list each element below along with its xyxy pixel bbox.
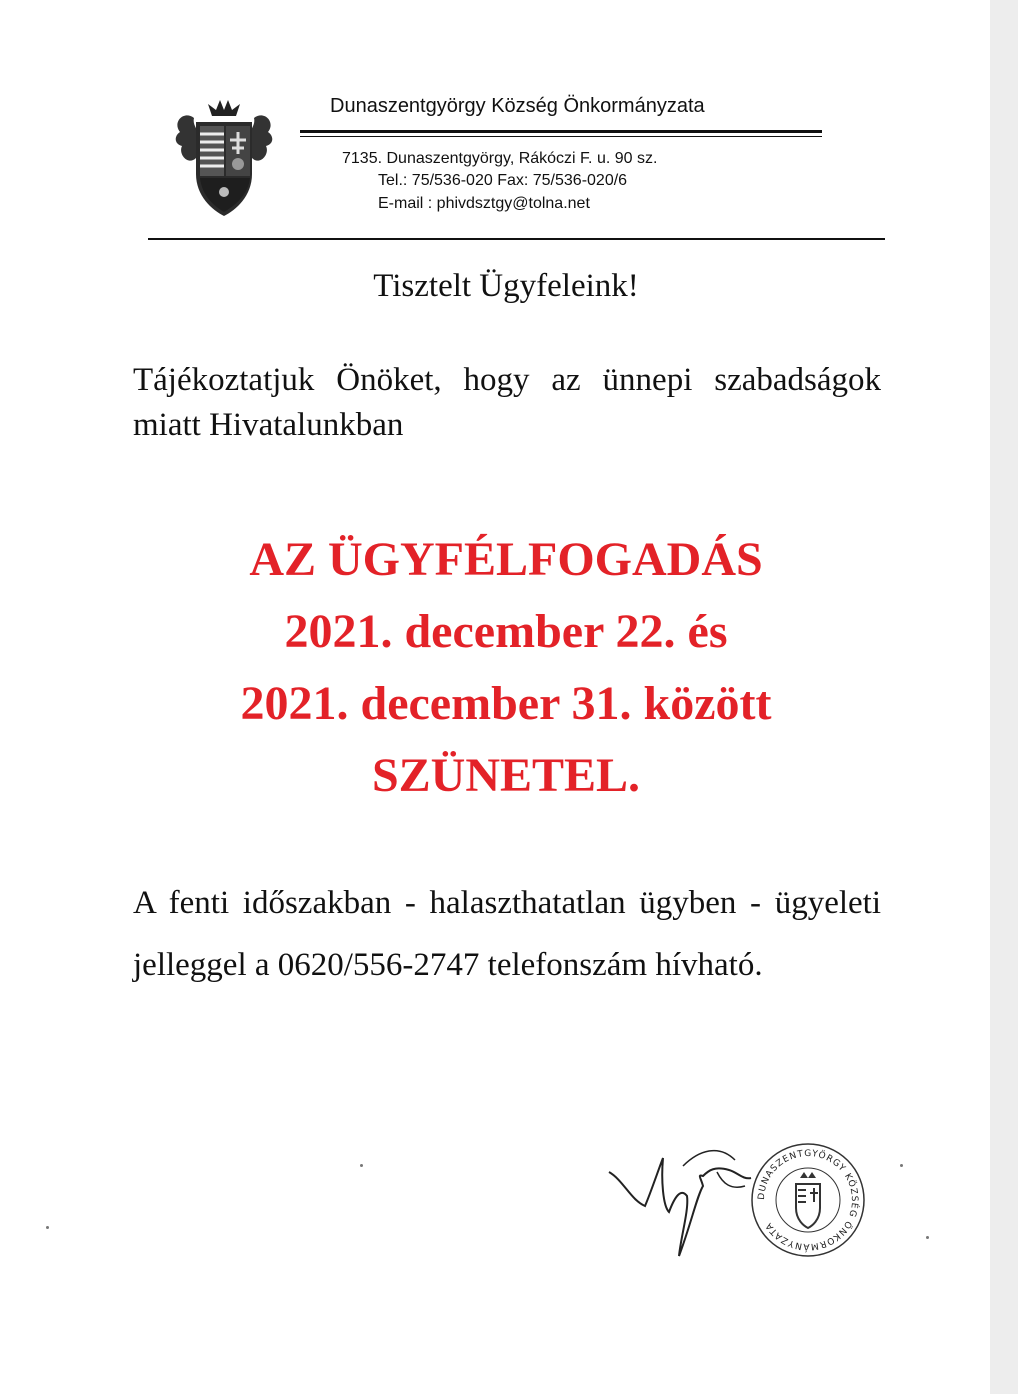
intro-paragraph: Tájékoztatjuk Önöket, hogy az ünnepi szabadságok miatt Hivatalunkban [133,362,881,443]
scan-speck [46,1226,49,1229]
notice-line-4: SZÜNETEL. [371,749,641,802]
postal-address: 7135. Dunaszentgyörgy, Rákóczi F. u. 90 sz. [342,150,658,167]
svg-text:DUNASZENTGYÖRGY KÖZSÉG ÖNKORMÁ: DUNASZENTGYÖRGY KÖZSÉG ÖNKORMÁNYZATA [756,1148,860,1252]
organization-name: Dunaszentgyörgy Község Önkormányzata [330,95,705,117]
scan-speck [926,1236,929,1239]
closure-notice [0,524,1012,812]
header-double-rule-thick [300,130,822,133]
header-double-rule-thin [300,136,822,137]
header-divider [148,238,885,240]
notice-line-2: 2021. december 22. és [284,605,728,658]
email-address: E-mail : phivdsztgy@tolna.net [378,195,590,212]
scan-speck [900,1164,903,1167]
official-round-stamp [748,1140,868,1260]
greeting: Tisztelt Ügyfeleink! [373,268,639,304]
handwritten-signature [605,1140,755,1260]
municipal-coat-of-arms-logo [170,92,278,222]
notice-line-1: AZ ÜGYFÉLFOGADÁS [249,533,763,586]
notice-line-3: 2021. december 31. között [240,677,772,730]
scan-speck [360,1164,363,1167]
phone-fax: Tel.: 75/536-020 Fax: 75/536-020/6 [378,172,628,189]
closing-paragraph: A fenti időszakban - halaszthatatlan ügyben - ügyeleti jelleggel a 0620/556-2747 telefonszám hívható. [133,885,881,983]
